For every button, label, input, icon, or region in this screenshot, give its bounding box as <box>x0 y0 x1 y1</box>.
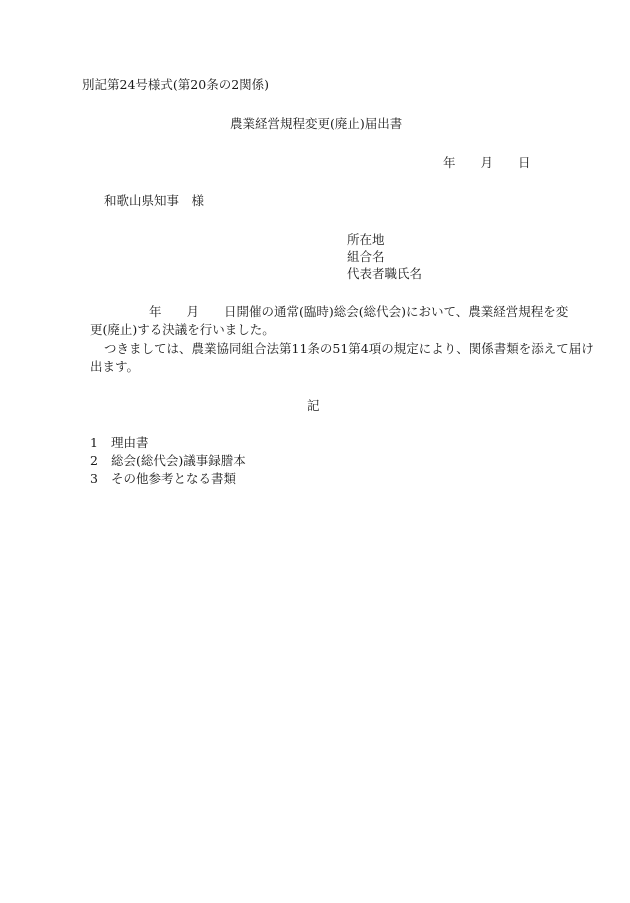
attachment-item-3 <box>90 473 236 486</box>
attachment-number: 2 <box>90 453 98 468</box>
attachment-number: 3 <box>90 471 98 486</box>
document-title: 農業経営規程変更(廃止)届出書 <box>230 116 403 131</box>
attachment-item-1 <box>90 437 148 450</box>
submission-paragraph-line1: つきましては、農業協同組合法第11条の51第4項の規定により、関係書類を添えて届け <box>104 341 594 356</box>
ki-heading: 記 <box>307 398 320 413</box>
submission-paragraph-line2: 出ます。 <box>90 359 140 374</box>
attachment-item-2 <box>90 455 246 468</box>
addressee: 和歌山県知事 様 <box>104 193 205 208</box>
attachment-number: 1 <box>90 435 98 450</box>
applicant-union-name-label: 組合名 <box>347 249 385 264</box>
resolution-paragraph-line2: 更(廃止)する決議を行いました。 <box>90 322 275 337</box>
attachment-text: 総会(総代会)議事録謄本 <box>110 453 246 468</box>
applicant-address-label: 所在地 <box>347 232 385 247</box>
form-label: 別記第24号様式(第20条の2関係) <box>82 77 270 92</box>
attachment-text: その他参考となる書類 <box>110 471 236 486</box>
applicant-representative-label: 代表者職氏名 <box>347 266 423 281</box>
date-line: 年 月 日 <box>443 155 531 170</box>
attachment-text: 理由書 <box>110 435 149 450</box>
resolution-paragraph-line1: 年 月 日開催の通常(臨時)総会(総代会)において、農業経営規程を変 <box>149 304 569 319</box>
